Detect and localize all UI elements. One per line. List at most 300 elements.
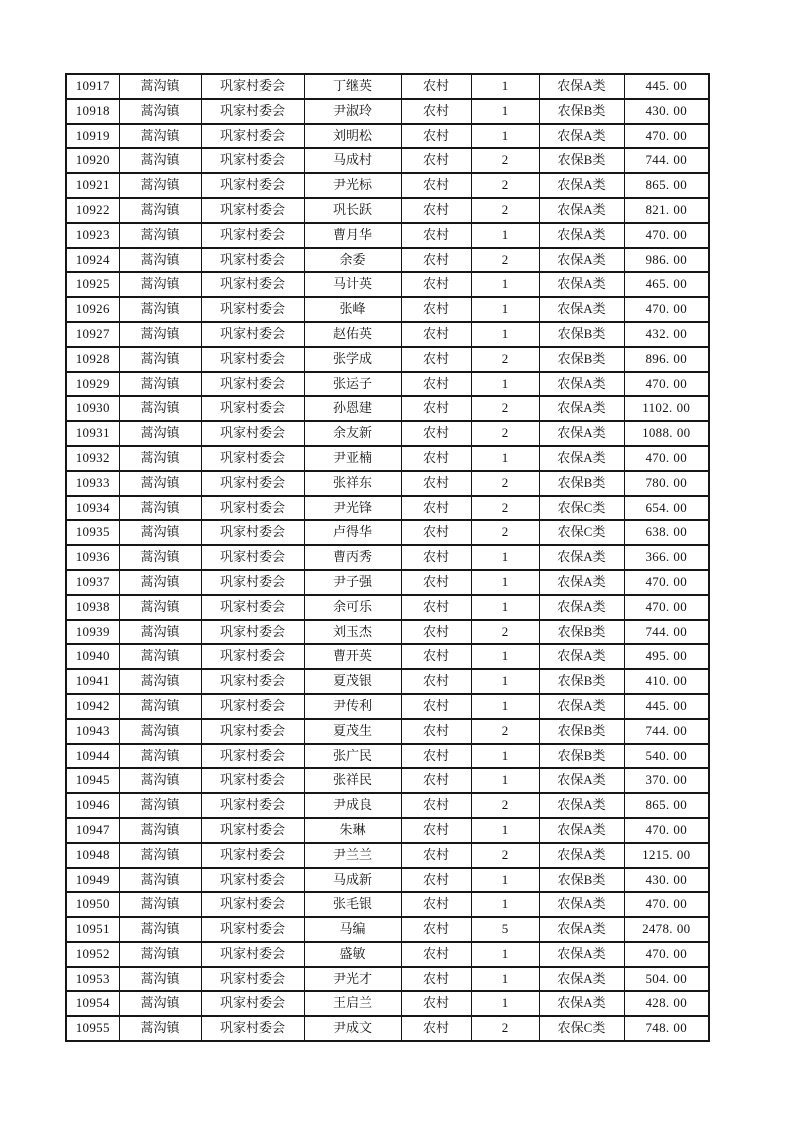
cell-household-type: 农村 (401, 1016, 471, 1041)
cell-amount: 470. 00 (624, 595, 709, 620)
table-row (66, 620, 709, 645)
cell-insurance-category: 农保B类 (539, 99, 624, 124)
table-row (66, 644, 709, 669)
cell-town: 蒿沟镇 (119, 223, 201, 248)
cell-town: 蒿沟镇 (119, 124, 201, 149)
cell-village: 巩家村委会 (201, 173, 304, 198)
cell-town: 蒿沟镇 (119, 620, 201, 645)
cell-person-count: 2 (471, 496, 539, 521)
cell-town: 蒿沟镇 (119, 942, 201, 967)
cell-amount: 366. 00 (624, 545, 709, 570)
cell-insurance-category: 农保A类 (539, 545, 624, 570)
table-row (66, 818, 709, 843)
table-row (66, 322, 709, 347)
cell-amount: 1102. 00 (624, 396, 709, 421)
cell-town: 蒿沟镇 (119, 471, 201, 496)
cell-person-name: 尹兰兰 (304, 843, 401, 868)
cell-insurance-category: 农保A类 (539, 446, 624, 471)
cell-village: 巩家村委会 (201, 297, 304, 322)
cell-village: 巩家村委会 (201, 644, 304, 669)
table-row (66, 694, 709, 719)
cell-household-type: 农村 (401, 793, 471, 818)
cell-village: 巩家村委会 (201, 198, 304, 223)
cell-amount: 445. 00 (624, 694, 709, 719)
cell-insurance-category: 农保B类 (539, 148, 624, 173)
cell-insurance-category: 农保A类 (539, 223, 624, 248)
cell-insurance-category: 农保A类 (539, 372, 624, 397)
cell-person-count: 1 (471, 967, 539, 992)
cell-person-name: 夏茂生 (304, 719, 401, 744)
cell-serial-number: 10945 (66, 768, 119, 793)
cell-serial-number: 10933 (66, 471, 119, 496)
table-row (66, 967, 709, 992)
cell-village: 巩家村委会 (201, 545, 304, 570)
cell-village: 巩家村委会 (201, 248, 304, 273)
cell-household-type: 农村 (401, 595, 471, 620)
cell-person-count: 1 (471, 297, 539, 322)
cell-village: 巩家村委会 (201, 744, 304, 769)
cell-village: 巩家村委会 (201, 272, 304, 297)
cell-household-type: 农村 (401, 917, 471, 942)
cell-amount: 470. 00 (624, 446, 709, 471)
cell-person-count: 2 (471, 148, 539, 173)
cell-household-type: 农村 (401, 818, 471, 843)
cell-insurance-category: 农保B类 (539, 347, 624, 372)
cell-town: 蒿沟镇 (119, 272, 201, 297)
cell-person-name: 尹子强 (304, 570, 401, 595)
cell-person-name: 孙恩建 (304, 396, 401, 421)
cell-person-count: 1 (471, 124, 539, 149)
cell-amount: 986. 00 (624, 248, 709, 273)
cell-town: 蒿沟镇 (119, 347, 201, 372)
cell-person-count: 1 (471, 991, 539, 1016)
cell-amount: 821. 00 (624, 198, 709, 223)
cell-person-name: 朱琳 (304, 818, 401, 843)
cell-amount: 470. 00 (624, 570, 709, 595)
cell-person-name: 张毛银 (304, 892, 401, 917)
cell-household-type: 农村 (401, 843, 471, 868)
cell-insurance-category: 农保A类 (539, 297, 624, 322)
cell-person-count: 1 (471, 272, 539, 297)
cell-village: 巩家村委会 (201, 99, 304, 124)
cell-serial-number: 10938 (66, 595, 119, 620)
cell-amount: 865. 00 (624, 793, 709, 818)
table-row (66, 496, 709, 521)
cell-amount: 470. 00 (624, 223, 709, 248)
cell-insurance-category: 农保A类 (539, 173, 624, 198)
cell-village: 巩家村委会 (201, 446, 304, 471)
cell-person-name: 巩长跃 (304, 198, 401, 223)
cell-serial-number: 10932 (66, 446, 119, 471)
cell-serial-number: 10951 (66, 917, 119, 942)
cell-household-type: 农村 (401, 644, 471, 669)
cell-person-name: 尹成良 (304, 793, 401, 818)
cell-person-count: 1 (471, 868, 539, 893)
cell-serial-number: 10940 (66, 644, 119, 669)
cell-person-name: 刘玉杰 (304, 620, 401, 645)
cell-town: 蒿沟镇 (119, 595, 201, 620)
cell-town: 蒿沟镇 (119, 421, 201, 446)
cell-town: 蒿沟镇 (119, 322, 201, 347)
table-row (66, 1016, 709, 1041)
table-row (66, 471, 709, 496)
cell-town: 蒿沟镇 (119, 198, 201, 223)
cell-serial-number: 10955 (66, 1016, 119, 1041)
cell-person-name: 夏茂银 (304, 669, 401, 694)
cell-serial-number: 10927 (66, 322, 119, 347)
cell-village: 巩家村委会 (201, 570, 304, 595)
cell-amount: 638. 00 (624, 520, 709, 545)
cell-town: 蒿沟镇 (119, 148, 201, 173)
cell-amount: 470. 00 (624, 818, 709, 843)
table-row (66, 570, 709, 595)
cell-person-name: 尹光才 (304, 967, 401, 992)
cell-amount: 540. 00 (624, 744, 709, 769)
cell-town: 蒿沟镇 (119, 297, 201, 322)
table-row (66, 421, 709, 446)
cell-insurance-category: 农保B类 (539, 471, 624, 496)
cell-serial-number: 10944 (66, 744, 119, 769)
cell-person-count: 2 (471, 843, 539, 868)
cell-person-count: 1 (471, 942, 539, 967)
cell-person-name: 曹月华 (304, 223, 401, 248)
cell-village: 巩家村委会 (201, 917, 304, 942)
cell-person-count: 5 (471, 917, 539, 942)
cell-person-count: 1 (471, 322, 539, 347)
table-row (66, 793, 709, 818)
cell-household-type: 农村 (401, 322, 471, 347)
cell-village: 巩家村委会 (201, 372, 304, 397)
cell-person-count: 1 (471, 694, 539, 719)
cell-insurance-category: 农保A类 (539, 421, 624, 446)
table-row (66, 99, 709, 124)
cell-person-count: 1 (471, 768, 539, 793)
cell-serial-number: 10926 (66, 297, 119, 322)
table-row (66, 272, 709, 297)
cell-person-count: 2 (471, 198, 539, 223)
cell-amount: 470. 00 (624, 892, 709, 917)
cell-village: 巩家村委会 (201, 148, 304, 173)
cell-person-name: 尹光锋 (304, 496, 401, 521)
cell-household-type: 农村 (401, 198, 471, 223)
cell-town: 蒿沟镇 (119, 793, 201, 818)
cell-insurance-category: 农保A类 (539, 991, 624, 1016)
cell-insurance-category: 农保A类 (539, 768, 624, 793)
cell-village: 巩家村委会 (201, 669, 304, 694)
cell-person-count: 1 (471, 595, 539, 620)
cell-household-type: 农村 (401, 570, 471, 595)
cell-person-name: 尹淑玲 (304, 99, 401, 124)
cell-person-name: 马编 (304, 917, 401, 942)
cell-village: 巩家村委会 (201, 967, 304, 992)
cell-serial-number: 10924 (66, 248, 119, 273)
cell-insurance-category: 农保A类 (539, 793, 624, 818)
cell-town: 蒿沟镇 (119, 644, 201, 669)
cell-household-type: 农村 (401, 520, 471, 545)
cell-village: 巩家村委会 (201, 768, 304, 793)
cell-person-name: 尹成文 (304, 1016, 401, 1041)
cell-amount: 744. 00 (624, 620, 709, 645)
cell-town: 蒿沟镇 (119, 496, 201, 521)
cell-person-name: 张广民 (304, 744, 401, 769)
table-row (66, 347, 709, 372)
cell-amount: 744. 00 (624, 719, 709, 744)
cell-person-name: 曹开英 (304, 644, 401, 669)
cell-household-type: 农村 (401, 768, 471, 793)
cell-household-type: 农村 (401, 223, 471, 248)
cell-insurance-category: 农保B类 (539, 669, 624, 694)
table-row (66, 843, 709, 868)
cell-insurance-category: 农保A类 (539, 694, 624, 719)
cell-household-type: 农村 (401, 173, 471, 198)
cell-serial-number: 10941 (66, 669, 119, 694)
cell-serial-number: 10954 (66, 991, 119, 1016)
cell-amount: 432. 00 (624, 322, 709, 347)
cell-person-name: 马计英 (304, 272, 401, 297)
table-row (66, 768, 709, 793)
cell-town: 蒿沟镇 (119, 843, 201, 868)
cell-town: 蒿沟镇 (119, 570, 201, 595)
cell-amount: 504. 00 (624, 967, 709, 992)
cell-person-count: 1 (471, 744, 539, 769)
table-row (66, 991, 709, 1016)
table-row (66, 148, 709, 173)
cell-person-name: 张祥民 (304, 768, 401, 793)
cell-serial-number: 10934 (66, 496, 119, 521)
cell-town: 蒿沟镇 (119, 868, 201, 893)
table-row (66, 744, 709, 769)
cell-town: 蒿沟镇 (119, 967, 201, 992)
cell-person-count: 2 (471, 471, 539, 496)
cell-person-count: 1 (471, 892, 539, 917)
cell-insurance-category: 农保B类 (539, 744, 624, 769)
cell-household-type: 农村 (401, 124, 471, 149)
cell-amount: 744. 00 (624, 148, 709, 173)
cell-village: 巩家村委会 (201, 322, 304, 347)
cell-village: 巩家村委会 (201, 1016, 304, 1041)
cell-amount: 780. 00 (624, 471, 709, 496)
cell-village: 巩家村委会 (201, 843, 304, 868)
cell-serial-number: 10919 (66, 124, 119, 149)
cell-serial-number: 10946 (66, 793, 119, 818)
cell-household-type: 农村 (401, 297, 471, 322)
cell-village: 巩家村委会 (201, 620, 304, 645)
cell-serial-number: 10917 (66, 74, 119, 99)
cell-village: 巩家村委会 (201, 719, 304, 744)
cell-town: 蒿沟镇 (119, 768, 201, 793)
cell-insurance-category: 农保B类 (539, 868, 624, 893)
cell-person-count: 2 (471, 421, 539, 446)
table-row (66, 223, 709, 248)
cell-person-name: 盛敏 (304, 942, 401, 967)
cell-person-count: 2 (471, 248, 539, 273)
cell-person-count: 1 (471, 669, 539, 694)
cell-insurance-category: 农保C类 (539, 496, 624, 521)
cell-town: 蒿沟镇 (119, 545, 201, 570)
cell-serial-number: 10928 (66, 347, 119, 372)
cell-serial-number: 10943 (66, 719, 119, 744)
cell-serial-number: 10931 (66, 421, 119, 446)
cell-insurance-category: 农保A类 (539, 818, 624, 843)
cell-town: 蒿沟镇 (119, 396, 201, 421)
table-row (66, 942, 709, 967)
cell-serial-number: 10925 (66, 272, 119, 297)
cell-amount: 748. 00 (624, 1016, 709, 1041)
cell-village: 巩家村委会 (201, 942, 304, 967)
cell-amount: 470. 00 (624, 124, 709, 149)
cell-serial-number: 10929 (66, 372, 119, 397)
cell-serial-number: 10942 (66, 694, 119, 719)
cell-insurance-category: 农保B类 (539, 322, 624, 347)
cell-town: 蒿沟镇 (119, 372, 201, 397)
cell-insurance-category: 农保A类 (539, 942, 624, 967)
cell-town: 蒿沟镇 (119, 99, 201, 124)
cell-amount: 410. 00 (624, 669, 709, 694)
cell-person-count: 1 (471, 74, 539, 99)
cell-serial-number: 10922 (66, 198, 119, 223)
cell-household-type: 农村 (401, 496, 471, 521)
table-row (66, 173, 709, 198)
cell-insurance-category: 农保A类 (539, 272, 624, 297)
cell-household-type: 农村 (401, 272, 471, 297)
cell-town: 蒿沟镇 (119, 74, 201, 99)
cell-amount: 370. 00 (624, 768, 709, 793)
cell-town: 蒿沟镇 (119, 669, 201, 694)
table-row (66, 917, 709, 942)
cell-town: 蒿沟镇 (119, 520, 201, 545)
cell-person-name: 丁继英 (304, 74, 401, 99)
cell-insurance-category: 农保B类 (539, 620, 624, 645)
cell-person-count: 2 (471, 396, 539, 421)
cell-village: 巩家村委会 (201, 421, 304, 446)
cell-person-name: 余委 (304, 248, 401, 273)
table-row (66, 545, 709, 570)
cell-household-type: 农村 (401, 620, 471, 645)
cell-village: 巩家村委会 (201, 223, 304, 248)
cell-person-count: 2 (471, 173, 539, 198)
table-row (66, 297, 709, 322)
cell-serial-number: 10923 (66, 223, 119, 248)
cell-household-type: 农村 (401, 99, 471, 124)
cell-village: 巩家村委会 (201, 793, 304, 818)
cell-amount: 470. 00 (624, 297, 709, 322)
cell-serial-number: 10952 (66, 942, 119, 967)
cell-household-type: 农村 (401, 892, 471, 917)
cell-town: 蒿沟镇 (119, 248, 201, 273)
cell-person-count: 1 (471, 545, 539, 570)
cell-village: 巩家村委会 (201, 694, 304, 719)
cell-serial-number: 10939 (66, 620, 119, 645)
cell-household-type: 农村 (401, 446, 471, 471)
cell-person-count: 1 (471, 446, 539, 471)
table-row (66, 396, 709, 421)
cell-amount: 495. 00 (624, 644, 709, 669)
cell-amount: 445. 00 (624, 74, 709, 99)
cell-amount: 470. 00 (624, 942, 709, 967)
cell-insurance-category: 农保B类 (539, 719, 624, 744)
cell-household-type: 农村 (401, 545, 471, 570)
cell-insurance-category: 农保C类 (539, 1016, 624, 1041)
cell-person-name: 尹光标 (304, 173, 401, 198)
cell-insurance-category: 农保A类 (539, 917, 624, 942)
cell-household-type: 农村 (401, 719, 471, 744)
cell-person-count: 2 (471, 347, 539, 372)
table-row (66, 892, 709, 917)
cell-insurance-category: 农保A类 (539, 124, 624, 149)
table-row (66, 669, 709, 694)
cell-household-type: 农村 (401, 396, 471, 421)
cell-insurance-category: 农保A类 (539, 248, 624, 273)
cell-person-name: 尹传利 (304, 694, 401, 719)
table-row (66, 868, 709, 893)
cell-amount: 1088. 00 (624, 421, 709, 446)
cell-insurance-category: 农保A类 (539, 74, 624, 99)
cell-serial-number: 10948 (66, 843, 119, 868)
cell-amount: 896. 00 (624, 347, 709, 372)
cell-household-type: 农村 (401, 744, 471, 769)
cell-household-type: 农村 (401, 148, 471, 173)
cell-serial-number: 10918 (66, 99, 119, 124)
cell-household-type: 农村 (401, 471, 471, 496)
table-row (66, 595, 709, 620)
cell-amount: 430. 00 (624, 868, 709, 893)
cell-person-count: 1 (471, 372, 539, 397)
cell-person-name: 张运子 (304, 372, 401, 397)
cell-insurance-category: 农保A类 (539, 967, 624, 992)
cell-insurance-category: 农保A类 (539, 396, 624, 421)
cell-person-count: 2 (471, 719, 539, 744)
table-row (66, 74, 709, 99)
cell-person-count: 2 (471, 520, 539, 545)
cell-person-count: 1 (471, 223, 539, 248)
cell-household-type: 农村 (401, 991, 471, 1016)
cell-village: 巩家村委会 (201, 74, 304, 99)
cell-person-name: 张祥东 (304, 471, 401, 496)
cell-person-name: 余可乐 (304, 595, 401, 620)
cell-insurance-category: 农保A类 (539, 570, 624, 595)
cell-insurance-category: 农保C类 (539, 520, 624, 545)
cell-insurance-category: 农保A类 (539, 644, 624, 669)
cell-town: 蒿沟镇 (119, 719, 201, 744)
cell-amount: 470. 00 (624, 372, 709, 397)
cell-serial-number: 10921 (66, 173, 119, 198)
cell-town: 蒿沟镇 (119, 1016, 201, 1041)
cell-serial-number: 10920 (66, 148, 119, 173)
cell-serial-number: 10947 (66, 818, 119, 843)
cell-town: 蒿沟镇 (119, 173, 201, 198)
cell-household-type: 农村 (401, 868, 471, 893)
cell-serial-number: 10935 (66, 520, 119, 545)
cell-person-count: 2 (471, 1016, 539, 1041)
cell-town: 蒿沟镇 (119, 818, 201, 843)
cell-village: 巩家村委会 (201, 471, 304, 496)
cell-village: 巩家村委会 (201, 868, 304, 893)
cell-insurance-category: 农保A类 (539, 198, 624, 223)
cell-amount: 1215. 00 (624, 843, 709, 868)
cell-person-count: 1 (471, 99, 539, 124)
cell-household-type: 农村 (401, 372, 471, 397)
cell-person-name: 张学成 (304, 347, 401, 372)
table-row (66, 520, 709, 545)
cell-village: 巩家村委会 (201, 496, 304, 521)
cell-village: 巩家村委会 (201, 124, 304, 149)
cell-insurance-category: 农保A类 (539, 595, 624, 620)
cell-village: 巩家村委会 (201, 396, 304, 421)
cell-person-count: 1 (471, 818, 539, 843)
cell-household-type: 农村 (401, 694, 471, 719)
cell-amount: 654. 00 (624, 496, 709, 521)
table-row (66, 372, 709, 397)
